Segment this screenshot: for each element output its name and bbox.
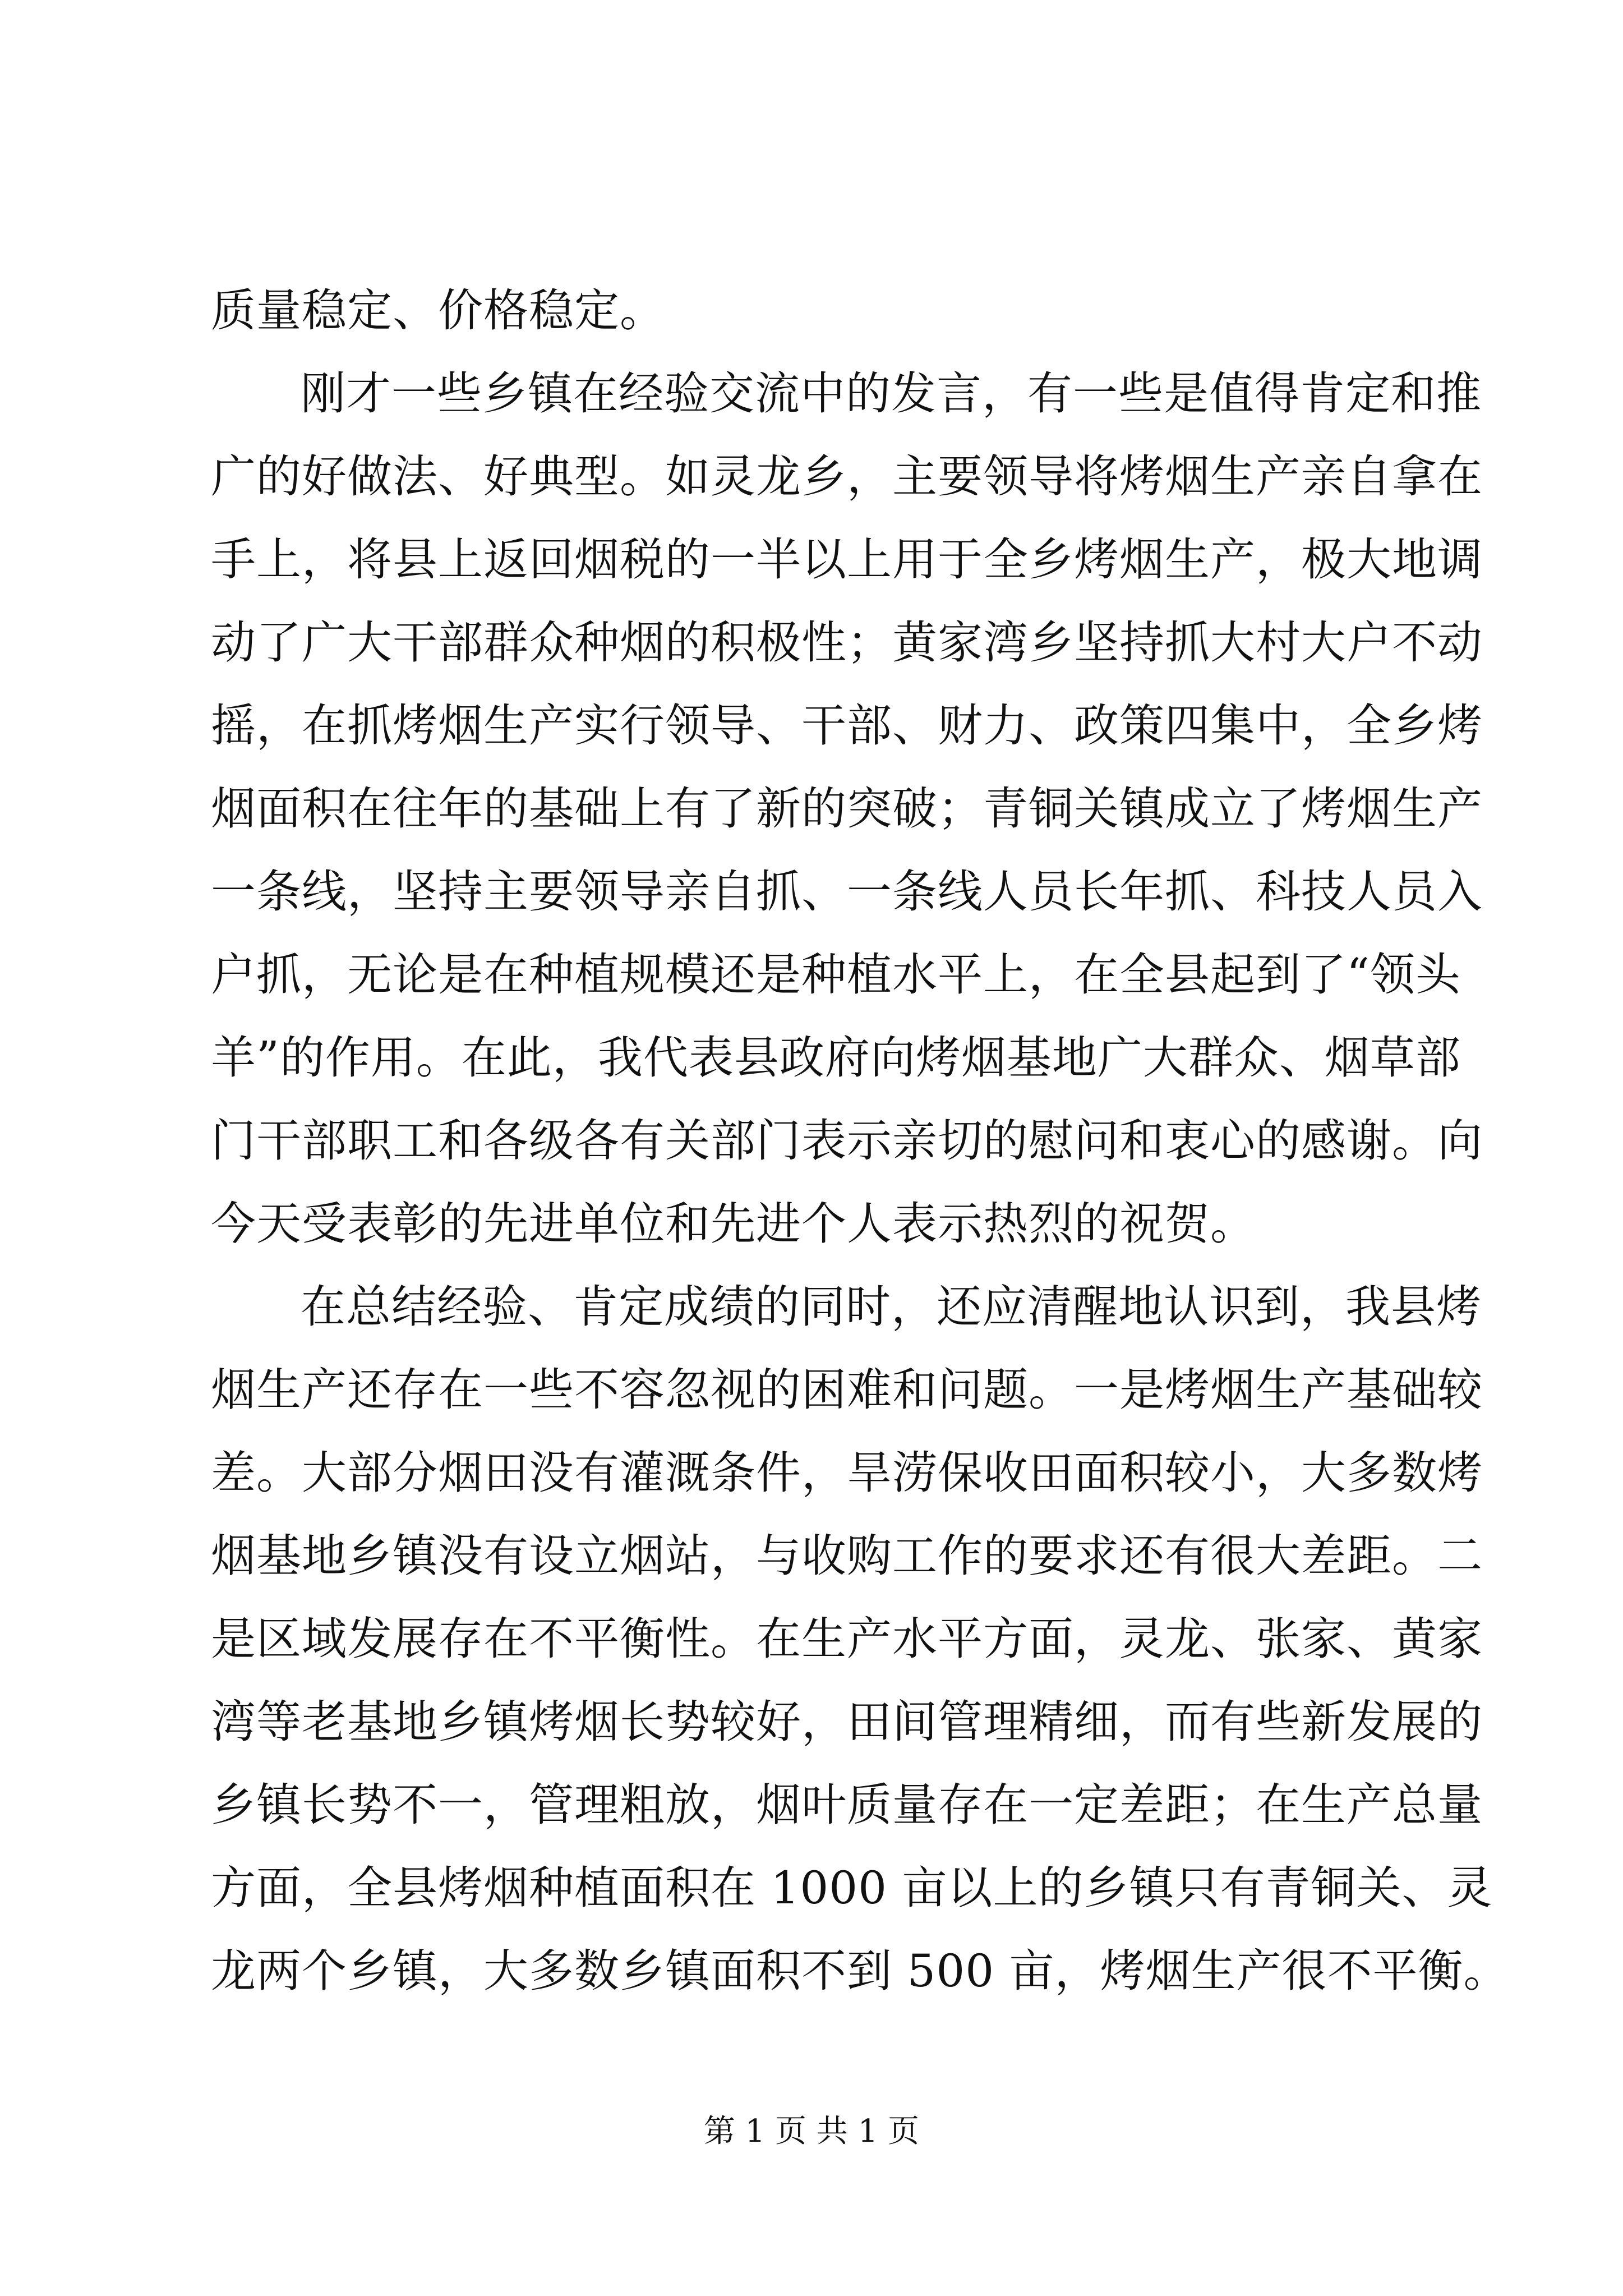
page-footer xyxy=(0,2109,1623,2154)
document-body xyxy=(211,269,1509,2013)
text-line: 今天受表彰的先进单位和先进个人表示热烈的祝贺。 xyxy=(211,1198,1256,1250)
text-line: 差。大部分烟田没有灌溉条件，旱涝保收田面积较小，大多数烤 xyxy=(211,1447,1483,1499)
text-line: 羊”的作用。在此，我代表县政府向烤烟基地广大群众、烟草部 xyxy=(211,1032,1461,1084)
text-line: 户抓，无论是在种植规模还是种植水平上，在全县起到了“领头 xyxy=(211,949,1461,1001)
text-line: 龙两个乡镇，大多数乡镇面积不到 500 亩，烤烟生产很不平衡。 xyxy=(211,1945,1509,1997)
text-line: 动了广大干部群众种烟的积极性；黄家湾乡坚持抓大村大户不动 xyxy=(211,616,1483,669)
text-line: 手上，将县上返回烟税的一半以上用于全乡烤烟生产，极大地调 xyxy=(211,533,1483,586)
text-line: 门干部职工和各级各有关部门表示亲切的慰问和衷心的感谢。向 xyxy=(211,1115,1483,1167)
text-line: 烟基地乡镇没有设立烟站，与收购工作的要求还有很大差距。二 xyxy=(211,1530,1483,1582)
text-line: 烟生产还存在一些不容忽视的困难和问题。一是烤烟生产基础较 xyxy=(211,1364,1483,1416)
text-line: 一条线，坚持主要领导亲自抓、一条线人员长年抓、科技人员入 xyxy=(211,866,1483,918)
text-line: 是区域发展存在不平衡性。在生产水平方面，灵龙、张家、黄家 xyxy=(211,1613,1483,1665)
text-line: 乡镇长势不一，管理粗放，烟叶质量存在一定差距；在生产总量 xyxy=(211,1779,1483,1831)
text-line: 湾等老基地乡镇烤烟长势较好，田间管理精细，而有些新发展的 xyxy=(211,1696,1483,1748)
paragraph-start-line: 在总结经验、肯定成绩的同时，还应清醒地认识到，我县烤 xyxy=(301,1281,1482,1333)
text-line: 烟面积在往年的基础上有了新的突破；青铜关镇成立了烤烟生产 xyxy=(211,783,1483,835)
text-line: 摇，在抓烤烟生产实行领导、干部、财力、政策四集中，全乡烤 xyxy=(211,700,1483,752)
page-number: 第 1 页 共 1 页 xyxy=(703,2113,920,2150)
paragraph-start-line: 刚才一些乡镇在经验交流中的发言，有一些是值得肯定和推 xyxy=(301,367,1482,420)
text-line: 广的好做法、好典型。如灵龙乡，主要领导将烤烟生产亲自拿在 xyxy=(211,450,1483,503)
text-line: 方面，全县烤烟种植面积在 1000 亩以上的乡镇只有青铜关、灵 xyxy=(211,1862,1493,1914)
text-line: 质量稳定、价格稳定。 xyxy=(211,284,665,337)
